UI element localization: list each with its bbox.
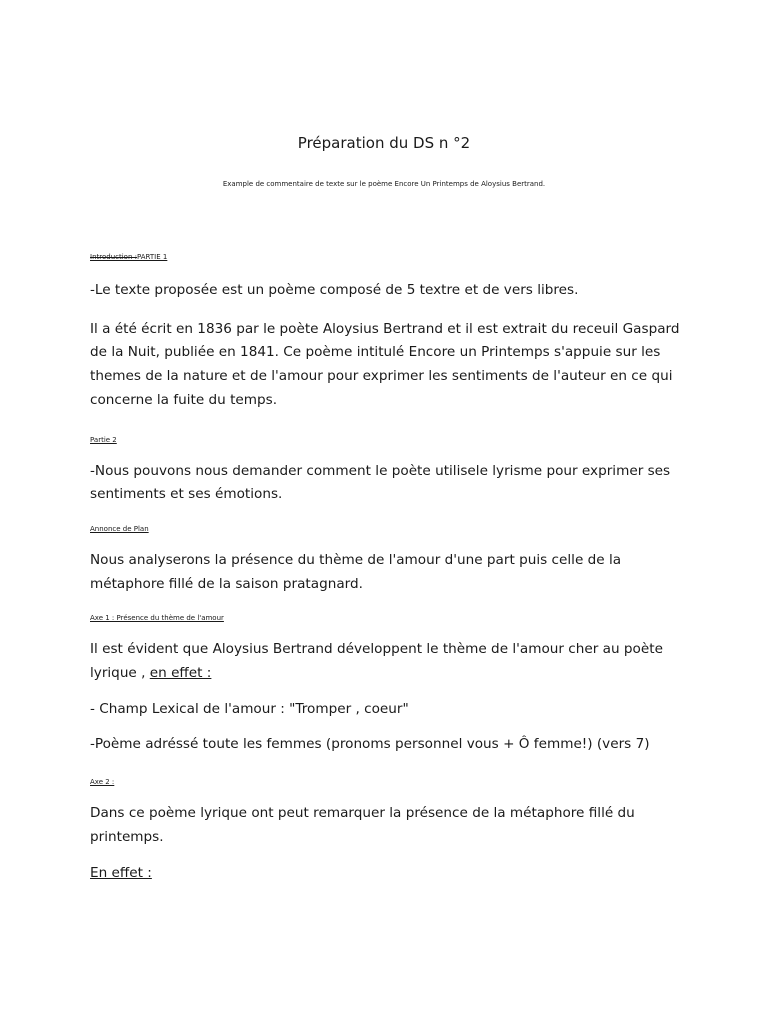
axe1-paragraph-3: -Poème adréssé toute les femmes (pronoms personnel vous + Ô femme!) (vers 7)	[90, 736, 650, 753]
plan-heading: Annonce de Plan	[90, 524, 149, 533]
document-body	[90, 252, 690, 885]
intro-heading-rest: PARTIE 1	[136, 253, 168, 261]
intro-paragraph-2: Il a été écrit en 1836 par le poète Aloysius Bertrand et il est extrait du receuil Gaspard de la Nuit, publiée en 1841. Ce poème intitulé Encore un Printemps s'appuie sur les themes de la nature et de l'amour pour exprimer les sentiments de l'auteur en ce qui concerne la fuite du temps.	[90, 320, 680, 408]
intro-paragraph-1: -Le texte proposée est un poème composé de 5 textre et de vers libres.	[90, 282, 579, 298]
partie2-heading: Partie 2	[90, 435, 117, 444]
intro-heading-struck: Introduction :	[90, 253, 137, 261]
plan-paragraph: Nous analyserons la présence du thème de l'amour d'une part puis celle de la métaphore fillé de la saison pratagnard.	[90, 551, 622, 592]
axe1-en-effet: en effet :	[149, 665, 212, 682]
axe1-heading: Axe 1 : Présence du thème de l'amour	[90, 614, 224, 623]
axe1-paragraph-2: - Champ Lexical de l'amour : "Tromper , coeur"	[90, 700, 409, 717]
document-title: Préparation du DS n °2	[297, 134, 471, 152]
axe2-en-effet: En effet :	[90, 864, 152, 881]
axe1-paragraph-1-text: Il est évident que Aloysius Bertrand développent le thème de l'amour cher au poète lyrique ,	[90, 641, 663, 682]
axe2-heading: Axe 2 :	[90, 778, 115, 787]
axe2-paragraph-1: Dans ce poème lyrique ont peut remarquer la présence de la métaphore fillé du printemps.	[90, 805, 635, 845]
document-subtitle: Example de commentaire de texte sur le poème Encore Un Printemps de Aloysius Bertrand.	[222, 180, 546, 188]
partie2-paragraph: -Nous pouvons nous demander comment le poète utilisele lyrisme pour exprimer ses sentiments et ses émotions.	[90, 462, 671, 503]
axe1-paragraph-1	[90, 638, 690, 685]
intro-heading	[90, 252, 690, 262]
